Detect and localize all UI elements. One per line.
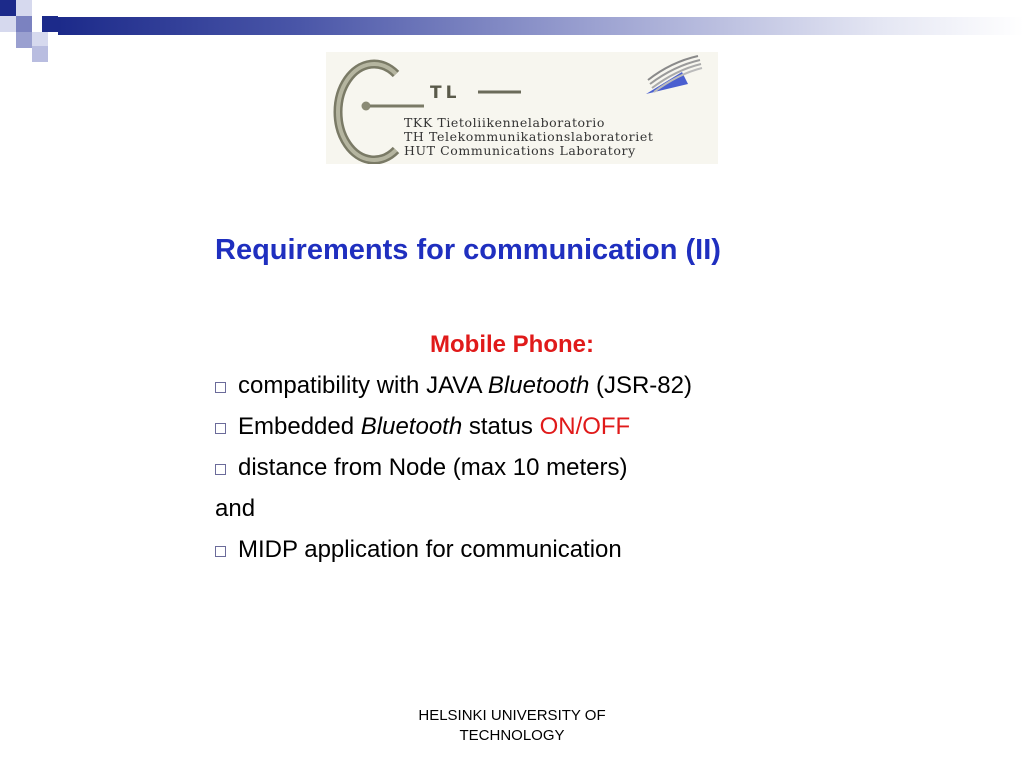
footer-university [392,706,632,746]
item-text: compatibility with JAVA [238,372,488,399]
list-item [215,454,627,482]
decor-square [16,0,32,16]
item-text: (JSR-82) [589,372,692,399]
item-text: Embedded [238,413,361,440]
decor-square [32,46,48,62]
lab-logo [326,52,718,164]
checkbox-bullet-icon [215,546,226,557]
status-on-off-text: ON/OFF [539,413,631,440]
item-text: status [462,413,540,440]
decor-square [0,0,16,16]
checkbox-bullet-icon [215,423,226,434]
lab-logo-line-english: HUT Communications Laboratory [404,143,636,158]
header-gradient-strip [58,17,1024,35]
mobile-phone-subheading: Mobile Phone: [430,331,594,358]
slide-title: Requirements for communication (II) [215,234,721,266]
footer-line: TECHNOLOGY [459,727,565,744]
decor-square [0,16,16,32]
decor-square [42,16,58,32]
list-item [215,372,692,400]
footer-line: HELSINKI UNIVERSITY OF [418,707,606,724]
lab-logo-line-swedish: TH Telekommunikationslaboratoriet [404,129,654,144]
item-italic-text: Bluetooth [487,372,590,399]
item-text: distance from Node (max 10 meters) [238,454,628,481]
list-item [215,536,622,564]
decor-square [16,16,32,32]
checkbox-bullet-icon [215,464,226,475]
lab-logo-letters: TL [430,83,461,103]
lab-logo-line-finnish: TKK Tietoliikennelaboratorio [404,115,605,130]
item-text: MIDP application for communication [238,536,622,563]
checkbox-bullet-icon [215,382,226,393]
list-item [215,413,630,441]
connector-text: and [215,495,256,522]
item-italic-text: Bluetooth [360,413,463,440]
decor-square [16,32,32,48]
